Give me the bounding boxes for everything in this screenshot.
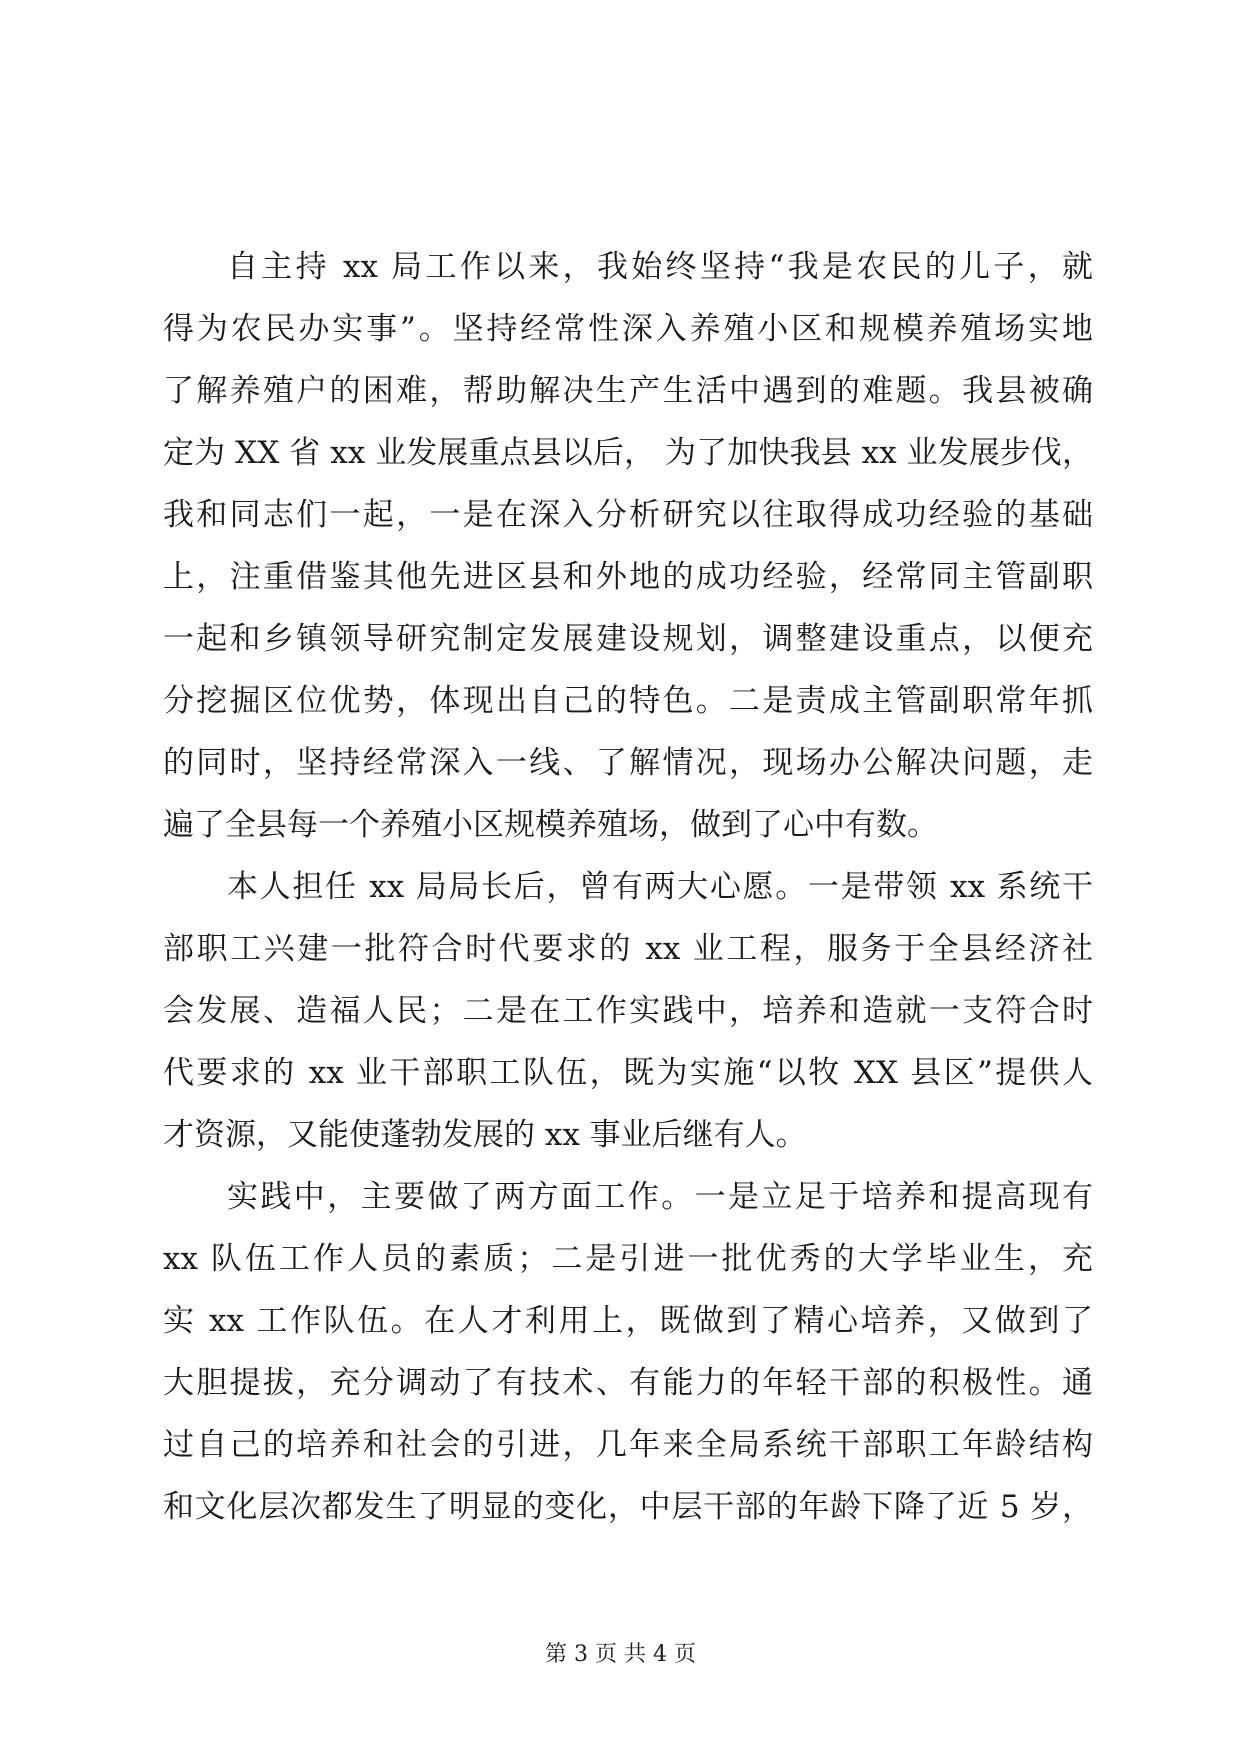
text-line: 会发展、造福人民；二是在工作实践中，培养和造就一支符合时: [163, 993, 1093, 1029]
document-body: [163, 236, 1093, 1538]
text-line: xx 队伍工作人员的素质；二是引进一批优秀的大学毕业生，充: [163, 1241, 1093, 1277]
text-line: 我和同志们一起，一是在深入分析研究以往取得成功经验的基础: [163, 497, 1093, 533]
text-line: 大胆提拔，充分调动了有技术、有能力的年轻干部的积极性。通: [163, 1365, 1093, 1401]
text-line: 实 xx 工作队伍。在人才利用上，既做到了精心培养，又做到了: [163, 1303, 1093, 1339]
paragraph-2: [163, 856, 1093, 1166]
page-number-footer: 第 3 页 共 4 页: [545, 1642, 696, 1667]
text-line: 得为农民办实事”。坚持经常性深入养殖小区和规模养殖场实地: [163, 311, 1093, 347]
paragraph-3: [163, 1166, 1093, 1538]
text-line: 才资源，又能使蓬勃发展的 xx 事业后继有人。: [163, 1117, 807, 1153]
text-line: 遍了全县每一个养殖小区规模养殖场，做到了心中有数。: [163, 807, 938, 843]
text-line: 部职工兴建一批符合时代要求的 xx 业工程，服务于全县经济社: [163, 931, 1093, 967]
text-line: 代要求的 xx 业干部职工队伍，既为实施“以牧 XX 县区”提供人: [163, 1055, 1093, 1091]
text-line: 上，注重借鉴其他先进区县和外地的成功经验，经常同主管副职: [163, 559, 1093, 595]
text-line: 实践中，主要做了两方面工作。一是立足于培养和提高现有: [227, 1179, 1093, 1215]
text-line: 本人担任 xx 局局长后，曾有两大心愿。一是带领 xx 系统干: [227, 869, 1093, 905]
text-line: 了解养殖户的困难，帮助解决生产生活中遇到的难题。我县被确: [163, 373, 1093, 409]
text-line: 一起和乡镇领导研究制定发展建设规划，调整建设重点，以便充: [163, 621, 1093, 657]
paragraph-1: [163, 236, 1093, 856]
text-line: 的同时，坚持经常深入一线、了解情况，现场办公解决问题，走: [163, 745, 1093, 781]
text-line: 分挖掘区位优势，体现出自己的特色。二是责成主管副职常年抓: [163, 683, 1093, 719]
text-line: 过自己的培养和社会的引进，几年来全局系统干部职工年龄结构: [163, 1427, 1093, 1463]
text-line: 和文化层次都发生了明显的变化，中层干部的年龄下降了近 5 岁，: [163, 1489, 1093, 1525]
text-line: 定为 XX 省 xx 业发展重点县以后， 为了加快我县 xx 业发展步伐，: [163, 435, 1093, 471]
text-line: 自主持 xx 局工作以来，我始终坚持“我是农民的儿子，就: [227, 249, 1093, 285]
